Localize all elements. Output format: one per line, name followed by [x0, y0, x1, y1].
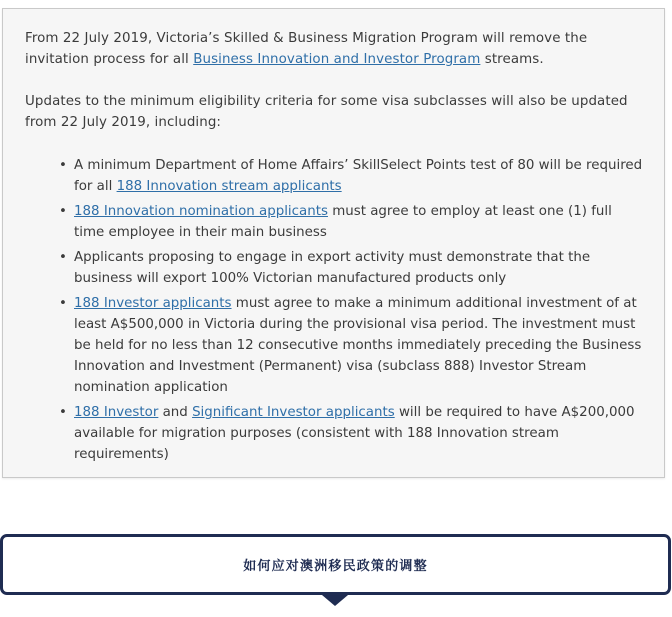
article-card [2, 8, 665, 478]
list-item-conjunction: and [158, 405, 193, 420]
bullet-icon: • [59, 405, 67, 420]
list-item [51, 402, 645, 465]
innovation-nomination-applicants-link[interactable]: 188 Innovation nomination applicants [74, 204, 328, 219]
list-item-text: Applicants proposing to engage in export activity must demonstrate that the business will export 100% Victorian manufactured products only [74, 250, 591, 286]
bullet-icon: • [59, 296, 67, 311]
innovation-stream-applicants-link[interactable]: 188 Innovation stream applicants [116, 179, 342, 194]
list-item-text: A minimum Department of Home Affairs’ SkillSelect Points test of 80 will be required for all [74, 158, 643, 194]
list-item-text: must agree to make a minimum additional investment of at least A$500,000 in Victoria during the provisional visa period. The investment must be held for no less than 12 consecutive months immediately preceding the Business Innovation and Investment (Permanent) visa (subclass 888) Investor Stream nomination application [74, 296, 642, 395]
list-item-text: must agree to employ at least one (1) full time employee in their main business [74, 204, 612, 240]
investor-link[interactable]: 188 Investor [74, 405, 159, 420]
list-item [51, 201, 645, 243]
significant-investor-applicants-link[interactable]: Significant Investor applicants [192, 405, 395, 420]
criteria-list [51, 155, 645, 469]
list-item [51, 293, 645, 398]
section-banner [0, 534, 671, 595]
list-item [51, 247, 645, 289]
list-item-text: will be required to have A$200,000 available for migration purposes (consistent with 188 Innovation stream requirements) [74, 405, 635, 462]
banner-pointer-icon [322, 595, 348, 606]
bullet-icon: • [59, 204, 67, 219]
intro-paragraph [25, 28, 650, 70]
updates-paragraph: Updates to the minimum eligibility criteria for some visa subclasses will also be updated from 22 July 2019, including: [25, 94, 628, 130]
bullet-icon: • [59, 250, 67, 265]
bullet-icon: • [59, 158, 67, 173]
intro-text: From 22 July 2019, Victoria’s Skilled & Business Migration Program will remove the invitation process for all [25, 31, 588, 67]
business-innovation-link[interactable]: Business Innovation and Investor Program [193, 52, 481, 67]
banner-title: 如何应对澳洲移民政策的调整 [243, 559, 428, 574]
intro-text-end: streams. [480, 52, 544, 67]
investor-applicants-link[interactable]: 188 Investor applicants [74, 296, 232, 311]
list-item [51, 155, 645, 197]
